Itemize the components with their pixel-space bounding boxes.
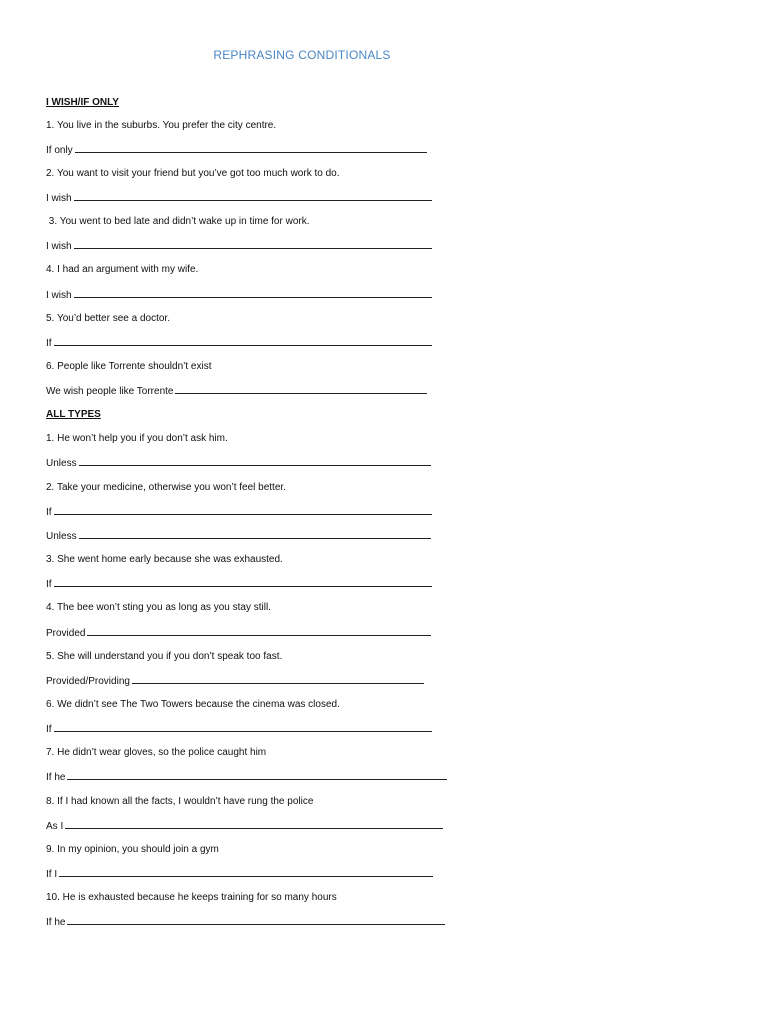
question-4-wish: 4. I had an argument with my wife. — [46, 264, 199, 275]
answer-blank[interactable] — [54, 336, 432, 346]
answer-5-all — [46, 674, 424, 689]
question-7-all: 7. He didn’t wear gloves, so the police caught him — [46, 747, 267, 758]
question-10-all: 10. He is exhausted because he keeps training for so many hours — [46, 892, 337, 903]
answer-7-all — [46, 770, 447, 785]
answer-blank[interactable] — [75, 143, 427, 153]
question-5-wish: 5. You’d better see a doctor. — [46, 313, 170, 324]
answer-blank[interactable] — [175, 384, 427, 394]
answer-prompt: If I — [46, 869, 58, 880]
page-title: REPHRASING CONDITIONALS — [213, 48, 391, 62]
answer-blank[interactable] — [87, 626, 431, 636]
answer-prompt: Unless — [46, 531, 77, 542]
question-3-all: 3. She went home early because she was exhausted. — [46, 554, 283, 565]
answer-3-wish — [46, 239, 432, 254]
answer-prompt: Provided/Providing — [46, 676, 130, 687]
answer-2-wish — [46, 191, 432, 206]
question-4-all: 4. The bee won’t sting you as long as you stay still. — [46, 602, 271, 613]
answer-prompt: Unless — [46, 458, 77, 469]
answer-2-all-if — [46, 505, 432, 520]
answer-blank[interactable] — [67, 770, 447, 780]
question-2-wish: 2. You want to visit your friend but you’ve got too much work to do. — [46, 168, 340, 179]
answer-prompt: I wish — [46, 241, 72, 252]
answer-blank[interactable] — [74, 191, 432, 201]
answer-prompt: If he — [46, 772, 66, 783]
answer-prompt: I wish — [46, 193, 72, 204]
answer-blank[interactable] — [54, 505, 432, 515]
answer-blank[interactable] — [65, 819, 443, 829]
section-heading-all-types: ALL TYPES — [46, 409, 101, 420]
answer-5-wish — [46, 336, 432, 351]
section-heading-wish: I WISH/IF ONLY — [46, 97, 119, 108]
answer-2-all-unless — [46, 529, 431, 544]
answer-prompt: If only — [46, 145, 73, 156]
answer-blank[interactable] — [74, 288, 432, 298]
question-5-all: 5. She will understand you if you don’t speak too fast. — [46, 651, 283, 662]
answer-3-all — [46, 577, 432, 592]
answer-blank[interactable] — [54, 722, 432, 732]
answer-prompt: Provided — [46, 628, 86, 639]
answer-8-all — [46, 819, 443, 834]
answer-prompt: If he — [46, 917, 66, 928]
question-1-wish: 1. You live in the suburbs. You prefer the city centre. — [46, 120, 277, 131]
answer-prompt: If — [46, 507, 52, 518]
question-1-all: 1. He won’t help you if you don’t ask him. — [46, 433, 228, 444]
question-9-all: 9. In my opinion, you should join a gym — [46, 844, 219, 855]
answer-4-wish — [46, 288, 432, 303]
answer-blank[interactable] — [54, 577, 432, 587]
answer-prompt: As I — [46, 821, 64, 832]
question-6-all: 6. We didn’t see The Two Towers because the cinema was closed. — [46, 699, 340, 710]
answer-blank[interactable] — [59, 867, 433, 877]
answer-10-all — [46, 915, 445, 930]
answer-blank[interactable] — [79, 456, 431, 466]
answer-blank[interactable] — [74, 239, 432, 249]
answer-blank[interactable] — [67, 915, 445, 925]
question-6-wish: 6. People like Torrente shouldn’t exist — [46, 361, 212, 372]
answer-1-wish — [46, 143, 427, 158]
answer-6-all — [46, 722, 432, 737]
question-3-wish: 3. You went to bed late and didn’t wake up in time for work. — [46, 216, 310, 227]
answer-9-all — [46, 867, 433, 882]
answer-prompt: We wish people like Torrente — [46, 386, 174, 397]
answer-1-all — [46, 456, 431, 471]
answer-prompt: If — [46, 579, 52, 590]
answer-4-all — [46, 626, 431, 641]
question-2-all: 2. Take your medicine, otherwise you won’t feel better. — [46, 482, 286, 493]
question-8-all: 8. If I had known all the facts, I wouldn’t have rung the police — [46, 796, 314, 807]
answer-prompt: I wish — [46, 290, 72, 301]
answer-prompt: If — [46, 338, 52, 349]
answer-prompt: If — [46, 724, 52, 735]
answer-blank[interactable] — [132, 674, 424, 684]
answer-6-wish — [46, 384, 427, 399]
answer-blank[interactable] — [79, 529, 431, 539]
